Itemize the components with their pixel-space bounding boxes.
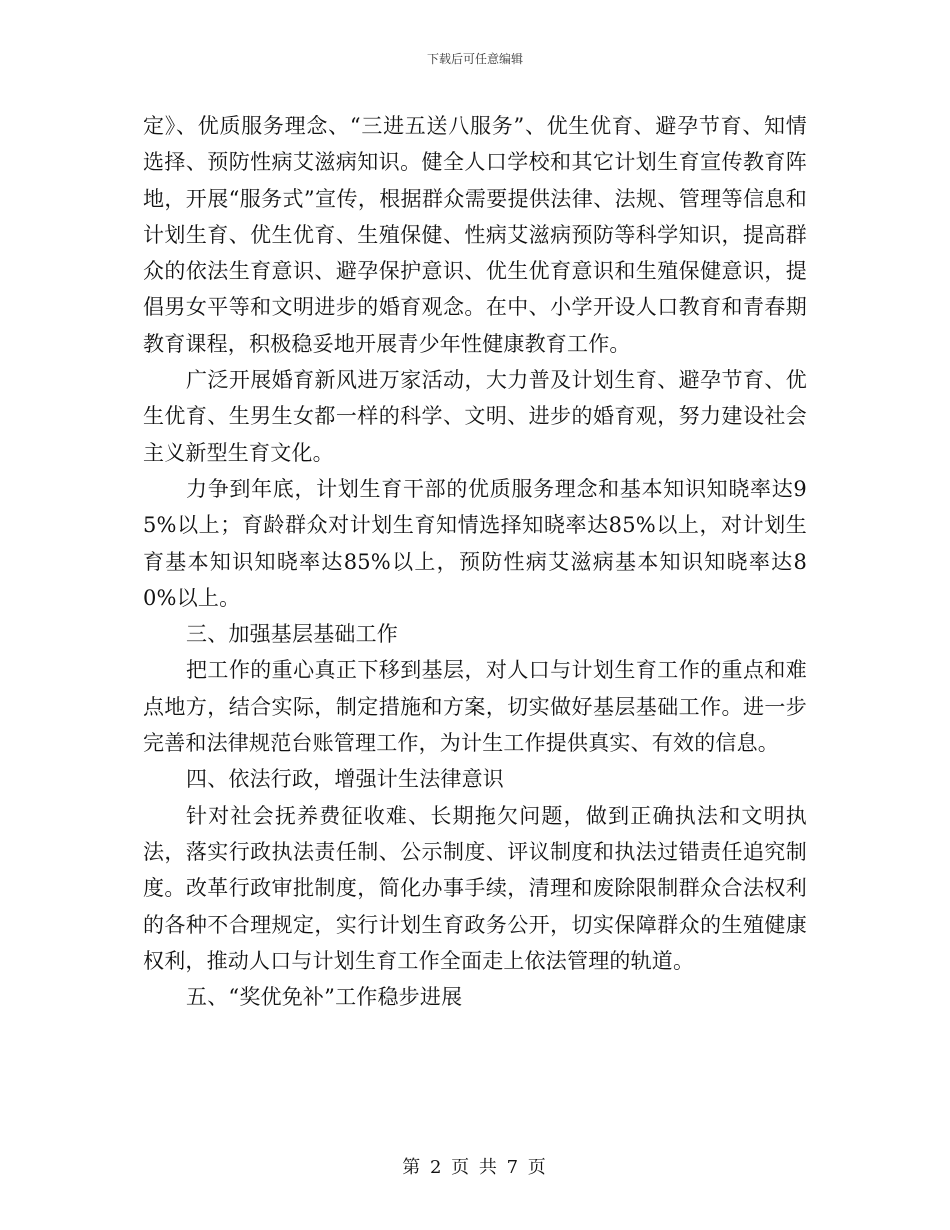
section-heading: 三、加强基层基础工作 — [186, 622, 398, 647]
paragraph: 力争到年底，计划生育干部的优质服务理念和基本知识知晓率达95%以上；育龄群众对计划生育知情选择知晓率达85%以上，对计划生育基本知识知晓率达85%以上，预防性病艾滋病基本知识知晓率达80%以上。 — [143, 476, 807, 610]
paragraph: 广泛开展婚育新风进万家活动，大力普及计划生育、避孕节育、优生优育、生男生女都一样的科学、文明、进步的婚育观，努力建设社会主义新型生育文化。 — [143, 368, 807, 465]
page-number: 第 2 页 共 7 页 — [402, 1157, 548, 1178]
paragraph-continued: 定》、优质服务理念、“三进五送八服务”、优生优育、避孕节育、知情选择、预防性病艾滋病知识。健全人口学校和其它计划生育宣传教育阵地，开展“服务式”宣传，根据群众需要提供法律、法规、管理等信息和计划生育、优生优育、生殖保健、性病艾滋病预防等科学知识，提高群众的依法生育意识、避孕保护意识、优生优育意识和生殖保健意识，提倡男女平等和文明进步的婚育观念。在中、小学开设人口教育和青春期教育课程，积极稳妥地开展青少年性健康教育工作。 — [143, 114, 807, 356]
document-body — [143, 108, 807, 1015]
page-header: 下载后可任意编辑 — [426, 52, 523, 66]
paragraph: 把工作的重心真正下移到基层，对人口与计划生育工作的重点和难点地方，结合实际，制定措施和方案，切实做好基层基础工作。进一步完善和法律规范台账管理工作，为计生工作提供真实、有效的信息。 — [143, 658, 807, 756]
section-heading: 四、依法行政，增强计生法律意识 — [186, 767, 504, 792]
section-heading: 五、“奖优免补”工作稳步进展 — [186, 985, 463, 1010]
paragraph: 针对社会抚养费征收难、长期拖欠问题，做到正确执法和文明执法，落实行政执法责任制、公示制度、评议制度和执法过错责任追究制度。改革行政审批制度，简化办事手续，清理和废除限制群众合法权利的各种不合理规定，实行计划生育政务公开，切实保障群众的生殖健康权利，推动人口与计划生育工作全面走上依法管理的轨道。 — [143, 803, 807, 973]
